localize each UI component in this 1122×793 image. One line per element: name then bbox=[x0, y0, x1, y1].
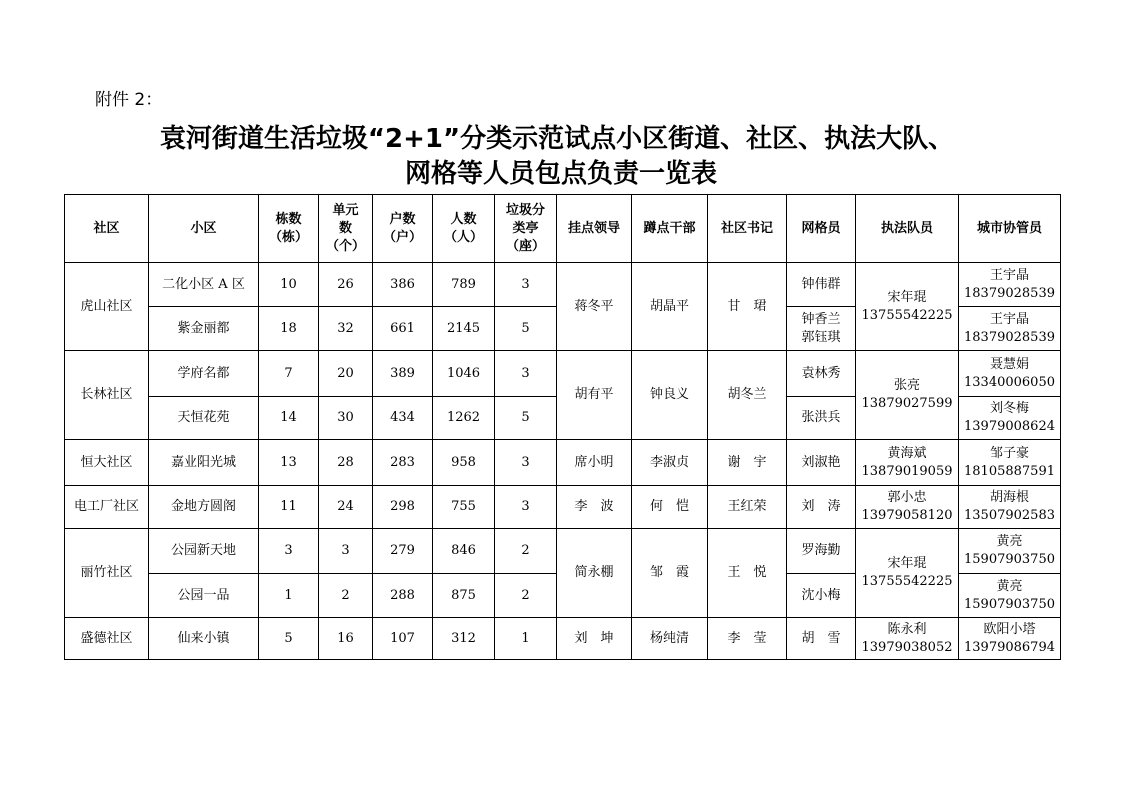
header-units: 单元 数 （个） bbox=[319, 195, 373, 263]
people-cell: 1262 bbox=[433, 397, 495, 440]
households-cell: 389 bbox=[373, 351, 433, 397]
people-cell: 312 bbox=[433, 618, 495, 660]
buildings-cell: 13 bbox=[259, 440, 319, 486]
header-people: 人数 （人） bbox=[433, 195, 495, 263]
enforcement-cell: 郭小忠 13979058120 bbox=[856, 486, 959, 529]
secretary-cell: 王红荣 bbox=[708, 486, 787, 529]
urban-cell: 王宇晶 18379028539 bbox=[959, 263, 1061, 307]
estate-cell: 天恒花苑 bbox=[149, 397, 259, 440]
table-row bbox=[65, 263, 1061, 307]
community-cell: 恒大社区 bbox=[65, 440, 149, 486]
leader-cell: 蒋冬平 bbox=[557, 263, 632, 351]
header-kiosks: 垃圾分 类亭 （座） bbox=[495, 195, 557, 263]
estate-cell: 金地方圆阁 bbox=[149, 486, 259, 529]
estate-cell: 学府名都 bbox=[149, 351, 259, 397]
estate-cell: 紫金丽都 bbox=[149, 307, 259, 351]
units-cell: 26 bbox=[319, 263, 373, 307]
grid-cell: 沈小梅 bbox=[787, 574, 856, 618]
leader-cell: 刘 坤 bbox=[557, 618, 632, 660]
header-cadre: 蹲点干部 bbox=[632, 195, 708, 263]
grid-cell: 刘 涛 bbox=[787, 486, 856, 529]
grid-cell: 袁林秀 bbox=[787, 351, 856, 397]
kiosks-cell: 3 bbox=[495, 351, 557, 397]
people-cell: 755 bbox=[433, 486, 495, 529]
cadre-cell: 邹 霞 bbox=[632, 529, 708, 618]
people-cell: 2145 bbox=[433, 307, 495, 351]
header-row bbox=[65, 195, 1061, 263]
urban-cell: 欧阳小塔 13979086794 bbox=[959, 618, 1061, 660]
estate-cell: 公园一品 bbox=[149, 574, 259, 618]
estate-cell: 二化小区 A 区 bbox=[149, 263, 259, 307]
kiosks-cell: 3 bbox=[495, 440, 557, 486]
enforcement-cell: 宋年琨 13755542225 bbox=[856, 263, 959, 351]
units-cell: 16 bbox=[319, 618, 373, 660]
kiosks-cell: 3 bbox=[495, 486, 557, 529]
buildings-cell: 10 bbox=[259, 263, 319, 307]
cadre-cell: 胡晶平 bbox=[632, 263, 708, 351]
cadre-cell: 钟良义 bbox=[632, 351, 708, 440]
buildings-cell: 5 bbox=[259, 618, 319, 660]
table-row bbox=[65, 529, 1061, 574]
header-households: 户数 （户） bbox=[373, 195, 433, 263]
people-cell: 846 bbox=[433, 529, 495, 574]
urban-cell: 黄亮 15907903750 bbox=[959, 574, 1061, 618]
secretary-cell: 李 莹 bbox=[708, 618, 787, 660]
kiosks-cell: 2 bbox=[495, 529, 557, 574]
community-cell: 长林社区 bbox=[65, 351, 149, 440]
households-cell: 661 bbox=[373, 307, 433, 351]
community-cell: 电工厂社区 bbox=[65, 486, 149, 529]
enforcement-cell: 陈永利 13979038052 bbox=[856, 618, 959, 660]
header-buildings: 栋数 （栋） bbox=[259, 195, 319, 263]
kiosks-cell: 3 bbox=[495, 263, 557, 307]
urban-cell: 王宇晶 18379028539 bbox=[959, 307, 1061, 351]
assignment-table bbox=[64, 194, 1061, 660]
households-cell: 279 bbox=[373, 529, 433, 574]
people-cell: 958 bbox=[433, 440, 495, 486]
households-cell: 283 bbox=[373, 440, 433, 486]
people-cell: 875 bbox=[433, 574, 495, 618]
estate-cell: 仙来小镇 bbox=[149, 618, 259, 660]
enforcement-cell: 宋年琨 13755542225 bbox=[856, 529, 959, 618]
households-cell: 298 bbox=[373, 486, 433, 529]
document-title-line-2: 网格等人员包点负责一览表 bbox=[404, 159, 717, 189]
buildings-cell: 3 bbox=[259, 529, 319, 574]
urban-cell: 刘冬梅 13979008624 bbox=[959, 397, 1061, 440]
units-cell: 28 bbox=[319, 440, 373, 486]
buildings-cell: 18 bbox=[259, 307, 319, 351]
units-cell: 24 bbox=[319, 486, 373, 529]
document-title-line-1: 袁河街道生活垃圾“2+1”分类示范试点小区街道、社区、执法大队、 bbox=[159, 124, 955, 154]
leader-cell: 李 波 bbox=[557, 486, 632, 529]
table-row bbox=[65, 486, 1061, 529]
buildings-cell: 14 bbox=[259, 397, 319, 440]
estate-cell: 公园新天地 bbox=[149, 529, 259, 574]
kiosks-cell: 1 bbox=[495, 618, 557, 660]
grid-cell: 罗海勤 bbox=[787, 529, 856, 574]
cadre-cell: 杨纯清 bbox=[632, 618, 708, 660]
buildings-cell: 1 bbox=[259, 574, 319, 618]
header-estate: 小区 bbox=[149, 195, 259, 263]
grid-cell: 胡 雪 bbox=[787, 618, 856, 660]
cadre-cell: 何 恺 bbox=[632, 486, 708, 529]
urban-cell: 邹子豪 18105887591 bbox=[959, 440, 1061, 486]
community-cell: 虎山社区 bbox=[65, 263, 149, 351]
households-cell: 386 bbox=[373, 263, 433, 307]
people-cell: 789 bbox=[433, 263, 495, 307]
kiosks-cell: 2 bbox=[495, 574, 557, 618]
secretary-cell: 王 悦 bbox=[708, 529, 787, 618]
header-urban: 城市协管员 bbox=[959, 195, 1061, 263]
leader-cell: 胡有平 bbox=[557, 351, 632, 440]
enforcement-cell: 张亮 13879027599 bbox=[856, 351, 959, 440]
households-cell: 107 bbox=[373, 618, 433, 660]
attachment-label: 附件 2： bbox=[95, 90, 163, 110]
header-enforcement: 执法队员 bbox=[856, 195, 959, 263]
header-secretary: 社区书记 bbox=[708, 195, 787, 263]
units-cell: 20 bbox=[319, 351, 373, 397]
urban-cell: 黄亮 15907903750 bbox=[959, 529, 1061, 574]
community-cell: 丽竹社区 bbox=[65, 529, 149, 618]
grid-cell: 刘淑艳 bbox=[787, 440, 856, 486]
grid-cell: 钟香兰 郭钰琪 bbox=[787, 307, 856, 351]
households-cell: 434 bbox=[373, 397, 433, 440]
table-row bbox=[65, 440, 1061, 486]
table-row bbox=[65, 351, 1061, 397]
units-cell: 32 bbox=[319, 307, 373, 351]
kiosks-cell: 5 bbox=[495, 397, 557, 440]
enforcement-cell: 黄海斌 13879019059 bbox=[856, 440, 959, 486]
community-cell: 盛德社区 bbox=[65, 618, 149, 660]
people-cell: 1046 bbox=[433, 351, 495, 397]
header-community: 社区 bbox=[65, 195, 149, 263]
header-leader: 挂点领导 bbox=[557, 195, 632, 263]
estate-cell: 嘉业阳光城 bbox=[149, 440, 259, 486]
units-cell: 2 bbox=[319, 574, 373, 618]
secretary-cell: 谢 宇 bbox=[708, 440, 787, 486]
kiosks-cell: 5 bbox=[495, 307, 557, 351]
buildings-cell: 7 bbox=[259, 351, 319, 397]
table-row bbox=[65, 618, 1061, 660]
urban-cell: 聂慧娟 13340006050 bbox=[959, 351, 1061, 397]
buildings-cell: 11 bbox=[259, 486, 319, 529]
households-cell: 288 bbox=[373, 574, 433, 618]
leader-cell: 席小明 bbox=[557, 440, 632, 486]
units-cell: 3 bbox=[319, 529, 373, 574]
grid-cell: 钟伟群 bbox=[787, 263, 856, 307]
cadre-cell: 李淑贞 bbox=[632, 440, 708, 486]
units-cell: 30 bbox=[319, 397, 373, 440]
grid-cell: 张洪兵 bbox=[787, 397, 856, 440]
secretary-cell: 胡冬兰 bbox=[708, 351, 787, 440]
header-grid: 网格员 bbox=[787, 195, 856, 263]
urban-cell: 胡海根 13507902583 bbox=[959, 486, 1061, 529]
leader-cell: 简永棚 bbox=[557, 529, 632, 618]
secretary-cell: 甘 珺 bbox=[708, 263, 787, 351]
